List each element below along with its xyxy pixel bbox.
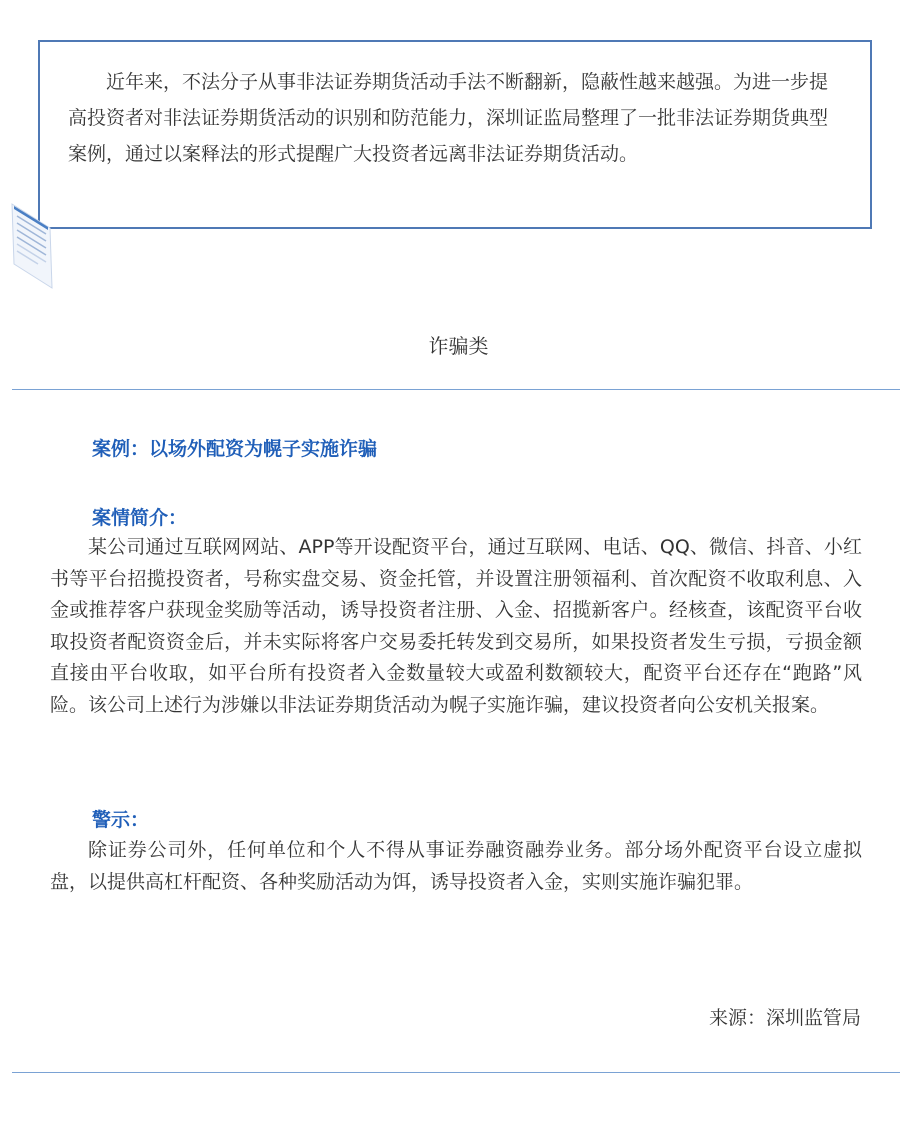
intro-box: [38, 40, 872, 229]
divider-bottom: [12, 1072, 900, 1073]
case-title: 案例：以场外配资为幌子实施诈骗: [92, 438, 378, 460]
warning-text: 除证券公司外，任何单位和个人不得从事证券融资融券业务。部分场外配资平台设立虚拟盘，以提供高杠杆配资、各种奖励活动为饵，诱导投资者入金，实则实施诈骗犯罪。: [50, 839, 862, 893]
intro-text: 近年来，不法分子从事非法证券期货活动手法不断翻新，隐蔽性越来越强。为进一步提高投资者对非法证券期货活动的识别和防范能力，深圳证监局整理了一批非法证券期货典型案例，通过以案释法的形式提醒广大投资者远离非法证券期货活动。: [68, 71, 829, 165]
summary-text: 某公司通过互联网网站、APP等开设配资平台，通过互联网、电话、QQ、微信、抖音、小红书等平台招揽投资者，号称实盘交易、资金托管，并设置注册领福利、首次配资不收取利息、入金或推荐客户获现金奖励等活动，诱导投资者注册、入金、招揽新客户。经核查，该配资平台收取投资者配资资金后，并未实际将客户交易委托转发到交易所，如果投资者发生亏损，亏损金额直接由平台收取，如平台所有投资者入金数量较大或盈利数额较大，配资平台还存在“跑路”风险。该公司上述行为涉嫌以非法证券期货活动为幌子实施诈骗，建议投资者向公安机关报案。: [50, 536, 862, 716]
category-title: 诈骗类: [428, 334, 489, 358]
warning-heading: 警示：: [92, 809, 150, 831]
summary-heading: 案情简介：: [92, 507, 188, 529]
source-text: 来源：深圳监管局: [708, 1007, 861, 1029]
document-icon: [8, 200, 58, 292]
divider-top: [12, 389, 900, 390]
